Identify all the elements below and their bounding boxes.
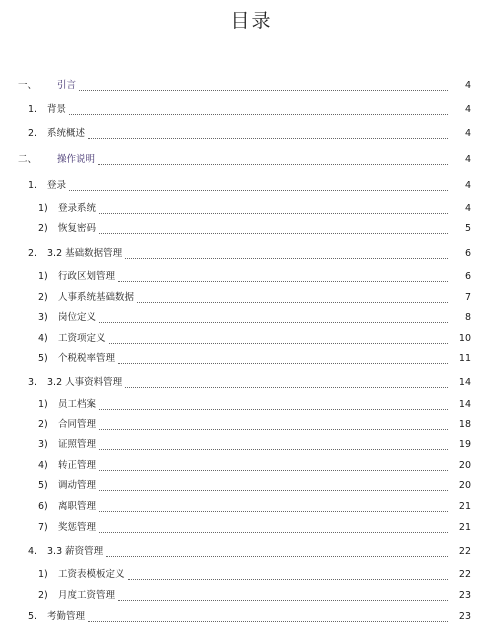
toc-leader-dots — [99, 232, 448, 234]
toc-leader-dots — [106, 555, 448, 557]
toc-entry-label: 工资项定义 — [58, 333, 106, 344]
toc-entry-label: 调动管理 — [58, 480, 97, 491]
toc-entry-number: 3. — [28, 377, 38, 388]
toc-entry-page: 23 — [450, 589, 471, 603]
toc-entry-label: 工资表模板定义 — [58, 569, 125, 580]
toc-entry-page: 4 — [450, 79, 471, 93]
toc-entry[interactable] — [0, 438, 503, 452]
toc-entry-label: 登录 — [47, 180, 67, 191]
toc-entry[interactable] — [0, 103, 503, 117]
toc-entry[interactable] — [0, 352, 503, 366]
toc-leader-dots — [98, 163, 448, 165]
toc-leader-dots — [69, 189, 448, 191]
toc-entry[interactable] — [0, 521, 503, 535]
toc-entry-page: 20 — [450, 479, 471, 493]
toc-entry[interactable] — [0, 376, 503, 390]
toc-entry-number: 2. — [28, 128, 38, 139]
toc-entry-label: 行政区划管理 — [58, 271, 116, 282]
toc-entry[interactable] — [0, 127, 503, 141]
toc-leader-dots — [137, 301, 448, 303]
toc-entry-label: 操作说明 — [57, 154, 96, 165]
toc-entry-number: 二、 — [18, 154, 38, 165]
toc-entry-number: 2) — [38, 292, 48, 303]
toc-entry-page: 6 — [450, 247, 471, 261]
toc-leader-dots — [128, 578, 448, 580]
toc-entry-number: 1) — [38, 203, 48, 214]
toc-entry-number: 2) — [38, 223, 48, 234]
toc-entry-label: 3.2 人事资料管理 — [47, 377, 123, 388]
toc-leader-dots — [99, 489, 448, 491]
toc-leader-dots — [99, 510, 448, 512]
toc-entry-number: 2. — [28, 248, 38, 259]
toc-entry-page: 11 — [450, 352, 471, 366]
toc-entry[interactable] — [0, 545, 503, 559]
toc-leader-dots — [118, 362, 448, 364]
toc-entry-label: 系统概述 — [47, 128, 86, 139]
toc-entry-page: 21 — [450, 521, 471, 535]
toc-entry-label: 证照管理 — [58, 439, 97, 450]
toc-entry-page: 14 — [450, 376, 471, 390]
toc-entry-number: 5) — [38, 353, 48, 364]
toc-leader-dots — [79, 89, 448, 91]
toc-entry-number: 1. — [28, 180, 38, 191]
toc-leader-dots — [125, 386, 448, 388]
toc-entry[interactable] — [0, 222, 503, 236]
toc-entry-label: 岗位定义 — [58, 312, 97, 323]
toc-leader-dots — [125, 257, 448, 259]
toc-leader-dots — [99, 408, 448, 410]
toc-entry[interactable] — [0, 418, 503, 432]
toc-entry-label: 考勤管理 — [47, 611, 86, 622]
toc-entry-label: 奖惩管理 — [58, 522, 97, 533]
toc-leader-dots — [99, 531, 448, 533]
toc-entry-label: 月度工资管理 — [58, 590, 116, 601]
toc-entry[interactable] — [0, 153, 503, 167]
toc-entry-number: 5) — [38, 480, 48, 491]
toc-leader-dots — [118, 280, 448, 282]
toc-entry-number: 6) — [38, 501, 48, 512]
toc-entry[interactable] — [0, 479, 503, 493]
toc-entry-page: 5 — [450, 222, 471, 236]
toc-entry-label: 引言 — [57, 80, 77, 91]
toc-entry-label: 员工档案 — [58, 399, 97, 410]
toc-entry-label: 转正管理 — [58, 460, 97, 471]
toc-entry[interactable] — [0, 247, 503, 261]
toc-entry-number: 4) — [38, 333, 48, 344]
toc-entry-page: 8 — [450, 311, 471, 325]
toc-leader-dots — [88, 137, 448, 139]
toc-entry-label: 登录系统 — [58, 203, 97, 214]
toc-entry-page: 4 — [450, 127, 471, 141]
toc-entry[interactable] — [0, 500, 503, 514]
toc-entry-label: 个税税率管理 — [58, 353, 116, 364]
toc-entry-page: 14 — [450, 398, 471, 412]
toc-entry-number: 4. — [28, 546, 38, 557]
page-title: 目录 — [230, 10, 273, 32]
toc-leader-dots — [69, 113, 448, 115]
toc-entry-number: 5. — [28, 611, 38, 622]
toc-entry-page: 21 — [450, 500, 471, 514]
toc-entry-page: 22 — [450, 545, 471, 559]
toc-entry-page: 19 — [450, 438, 471, 452]
toc-entry-page: 4 — [450, 179, 471, 193]
toc-entry-number: 4) — [38, 460, 48, 471]
toc-entry-label: 离职管理 — [58, 501, 97, 512]
toc-entry[interactable] — [0, 202, 503, 216]
toc-leader-dots — [109, 342, 448, 344]
toc-entry-number: 2) — [38, 590, 48, 601]
toc-entry-number: 1. — [28, 104, 38, 115]
toc-entry-page: 10 — [450, 332, 471, 346]
toc-entry-number: 1) — [38, 271, 48, 282]
toc-entry-page: 22 — [450, 568, 471, 582]
toc-entry-number: 1) — [38, 569, 48, 580]
toc-entry-page: 23 — [450, 610, 471, 624]
toc-leader-dots — [99, 448, 448, 450]
toc-leader-dots — [88, 620, 448, 622]
toc-leader-dots — [99, 212, 448, 214]
toc-entry-label: 3.2 基础数据管理 — [47, 248, 123, 259]
toc-entry-number: 1) — [38, 399, 48, 410]
toc-entry-number: 一、 — [18, 80, 38, 91]
toc-entry-number: 2) — [38, 419, 48, 430]
toc-entry-number: 3) — [38, 312, 48, 323]
toc-entry[interactable] — [0, 291, 503, 305]
toc-entry-label: 人事系统基础数据 — [58, 292, 135, 303]
toc-entry[interactable] — [0, 311, 503, 325]
toc-entry-label: 3.3 薪资管理 — [47, 546, 104, 557]
toc-entry-page: 6 — [450, 270, 471, 284]
toc-entry[interactable] — [0, 332, 503, 346]
toc-entry-page: 4 — [450, 153, 471, 167]
toc-entry[interactable] — [0, 79, 503, 93]
toc-entry[interactable] — [0, 398, 503, 412]
toc-leader-dots — [99, 428, 448, 430]
toc-entry-label: 恢复密码 — [58, 223, 97, 234]
toc-entry-page: 18 — [450, 418, 471, 432]
toc-entry[interactable] — [0, 568, 503, 582]
toc-entry[interactable] — [0, 179, 503, 193]
toc-leader-dots — [99, 469, 448, 471]
toc-entry-page: 20 — [450, 459, 471, 473]
toc-entry-number: 7) — [38, 522, 48, 533]
toc-entry-label: 合同管理 — [58, 419, 97, 430]
toc-entry-page: 4 — [450, 103, 471, 117]
toc-entry[interactable] — [0, 589, 503, 603]
toc-leader-dots — [99, 321, 448, 323]
toc-entry-page: 4 — [450, 202, 471, 216]
toc-leader-dots — [118, 599, 448, 601]
toc-entry[interactable] — [0, 459, 503, 473]
toc-entry-label: 背景 — [47, 104, 67, 115]
toc-entry-page: 7 — [450, 291, 471, 305]
toc-entry[interactable] — [0, 270, 503, 284]
toc-entry[interactable] — [0, 610, 503, 624]
toc-entry-number: 3) — [38, 439, 48, 450]
